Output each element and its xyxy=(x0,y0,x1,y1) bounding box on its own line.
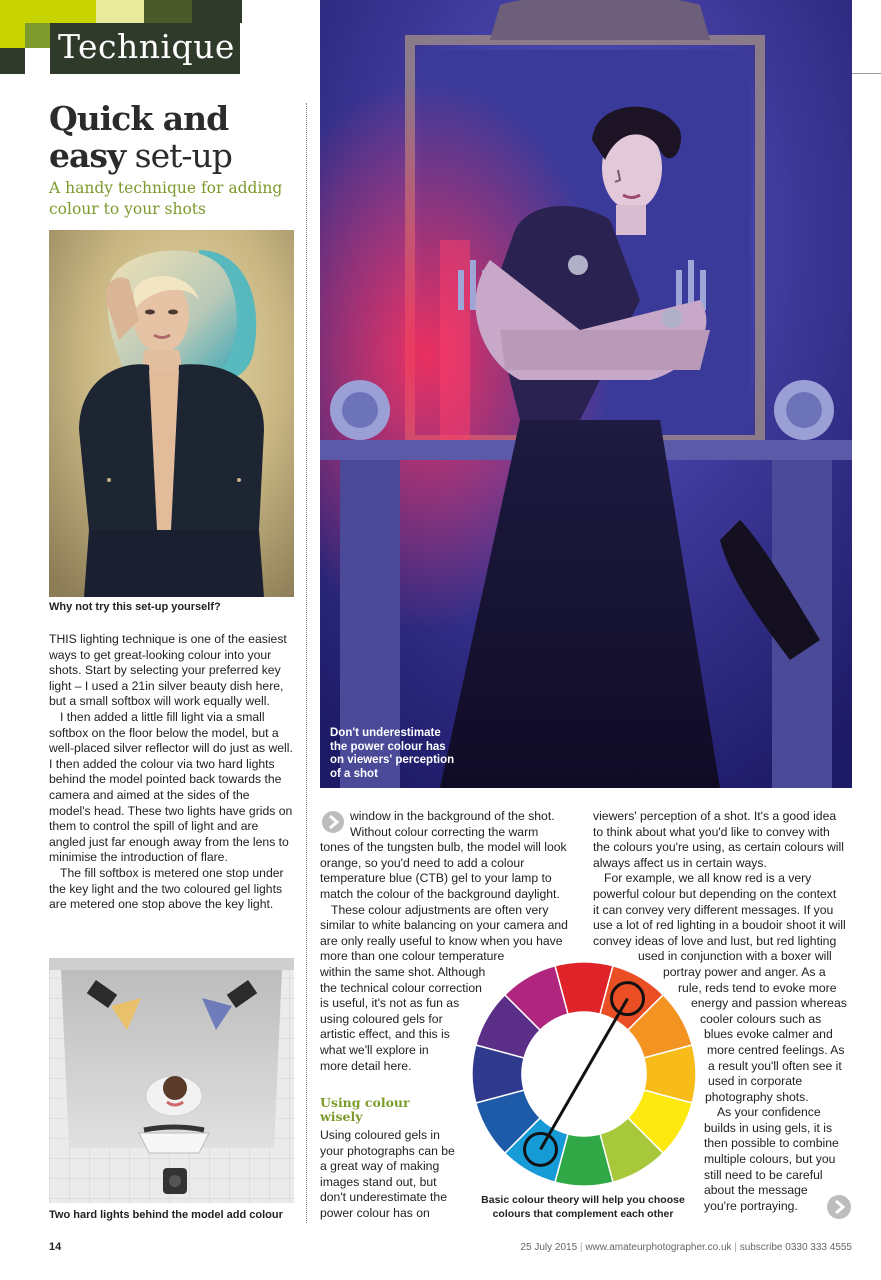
column-divider xyxy=(306,103,307,1223)
col2b-line: Using coloured gels in xyxy=(320,1128,440,1142)
col3-line: about the message xyxy=(704,1183,808,1198)
col3-line: the colours you're using, as certain colours will xyxy=(593,840,844,855)
col2-line: is useful, it's not as fun as xyxy=(320,996,460,1011)
wheel-caption: Basic colour theory will help you choose colours that complement each other xyxy=(481,1194,685,1220)
column2b-text xyxy=(320,1128,470,1222)
col3-line: use a lot of red lighting in a boudoir shoot it will xyxy=(593,918,846,933)
col2-line: match the colour of the background daylight. xyxy=(320,886,560,901)
corner-square xyxy=(144,0,192,23)
photo-model-fireplace xyxy=(320,0,852,788)
col2-line: window in the background of the shot. xyxy=(350,809,555,823)
col2-line: what we'll explore in xyxy=(320,1042,429,1057)
footer-website: www.amateurphotographer.co.uk xyxy=(585,1242,732,1253)
lighting-diagram xyxy=(49,958,294,1203)
col2-line: artistic effect, and this is xyxy=(320,1027,450,1042)
col2b-line: don't underestimate the xyxy=(320,1190,447,1205)
footer-date: 25 July 2015 xyxy=(520,1242,578,1253)
col3-line: you're portraying. xyxy=(704,1198,798,1213)
col2-line: tones of the tungsten bulb, the model will look xyxy=(320,840,567,855)
col1-paragraph: I then added a little fill light via a small softbox on the floor below the model, but a well-placed silver reflector will do just as well. I then added the colour via two hard lights behind the model pointed back towards the camera and aimed at the sides of the model's head. These two lights have grids on them to control the spill of light and are angled just far enough away from the lens to minimise the introduction of flare. xyxy=(49,709,293,865)
photo2-caption: Don't underestimate the power colour has on viewers' perception of a shot xyxy=(330,727,455,780)
col3-line: viewers' perception of a shot. It's a good idea xyxy=(593,809,837,823)
col3-line: energy and passion whereas xyxy=(691,996,847,1011)
col3-line: always affect us in certain ways. xyxy=(593,855,767,870)
col3-line: convey ideas of love and lust, but red lighting xyxy=(593,933,837,948)
col3-line: to think about what you'd like to convey with xyxy=(593,824,830,839)
col3-line: used in corporate xyxy=(708,1074,803,1089)
col3-line: it can convey very different messages. If you xyxy=(593,902,834,917)
col2-line: Without colour correcting the warm xyxy=(350,824,539,839)
column1-text xyxy=(49,632,294,913)
col3-line: rule, reds tend to evoke more xyxy=(678,980,837,995)
col2-line: more than one colour temperature xyxy=(320,949,505,964)
page-number: 14 xyxy=(49,1241,62,1253)
col3-line: builds in using gels, it is xyxy=(704,1120,833,1135)
col3-line: portray power and anger. As a xyxy=(663,964,826,979)
col3-line: cooler colours such as xyxy=(700,1011,822,1026)
col2-line: within the same shot. Although xyxy=(320,964,486,979)
col3-line: a result you'll often see it xyxy=(708,1058,842,1073)
title-light: set-up xyxy=(125,136,232,175)
article-subtitle: A handy technique for adding colour to your shots xyxy=(49,179,283,218)
corner-square xyxy=(0,0,50,23)
corner-square xyxy=(96,0,144,23)
footer-subscribe: subscribe 0330 333 4555 xyxy=(739,1242,852,1253)
col3-line: used in conjunction with a boxer will xyxy=(638,949,832,964)
corner-square xyxy=(0,23,25,48)
corner-square xyxy=(0,48,25,74)
photo1-caption: Why not try this set-up yourself? xyxy=(49,601,221,613)
photo-model-leather-jacket xyxy=(49,230,294,597)
corner-square xyxy=(50,0,96,23)
col1-paragraph: THIS lighting technique is one of the easiest ways to get great-looking colour into your shots. Start by selecting your preferred key light – I used a 21in silver beauty dish here, but a small softbox will work equally well. xyxy=(49,632,287,709)
col1-paragraph: The fill softbox is metered one stop under the key light and the two coloured gel lights are metered one stop above the key light. xyxy=(49,865,284,912)
col2b-line: your photographs can be xyxy=(320,1143,455,1158)
arrow-right-circle-icon xyxy=(826,1194,852,1220)
col2-line: temperature blue (CTB) gel to your lamp to xyxy=(320,871,552,886)
colour-wheel xyxy=(470,960,698,1190)
title-bold-2: easy xyxy=(49,136,126,175)
col3-line: then possible to combine xyxy=(704,1136,839,1151)
col2-line: orange, so you'd need to add a colour xyxy=(320,855,525,870)
corner-square xyxy=(25,23,50,48)
col3-line: As your confidence xyxy=(717,1105,821,1120)
header-rule xyxy=(852,73,881,74)
col2b-line: power colour has on xyxy=(320,1205,430,1220)
subhead-using-colour: Using colour wisely xyxy=(320,1095,410,1124)
diagram-caption: Two hard lights behind the model add colour xyxy=(49,1209,283,1221)
col2-line: similar to white balancing on your camera and xyxy=(320,918,568,933)
col3-line: still need to be careful xyxy=(704,1167,823,1182)
col3-line: For example, we all know red is a very xyxy=(604,871,812,886)
section-header xyxy=(50,23,240,74)
title-bold-1: Quick and xyxy=(49,99,229,138)
col2b-line: images stand out, but xyxy=(320,1174,437,1189)
col3-line: blues evoke calmer and xyxy=(704,1027,833,1042)
col2-line: These colour adjustments are often very xyxy=(331,902,549,917)
footer-info: 25 July 2015 | www.amateurphotographer.co.uk | subscribe 0330 333 4555 xyxy=(520,1242,852,1253)
col2-line: are only really useful to know when you have xyxy=(320,933,563,948)
col3-line: multiple colours, but you xyxy=(704,1152,836,1167)
section-title: Technique xyxy=(58,27,235,66)
col2b-line: a great way of making xyxy=(320,1159,440,1174)
col2-line: the technical colour correction xyxy=(320,980,482,995)
col2-line: more detail here. xyxy=(320,1058,412,1073)
col3-line: powerful colour but depending on the context xyxy=(593,886,837,901)
col3-line: photography shots. xyxy=(705,1089,809,1104)
corner-square xyxy=(192,0,242,23)
col2-line: using coloured gels for xyxy=(320,1011,443,1026)
col3-line: more centred feelings. As xyxy=(707,1042,845,1057)
article-title xyxy=(49,100,309,174)
